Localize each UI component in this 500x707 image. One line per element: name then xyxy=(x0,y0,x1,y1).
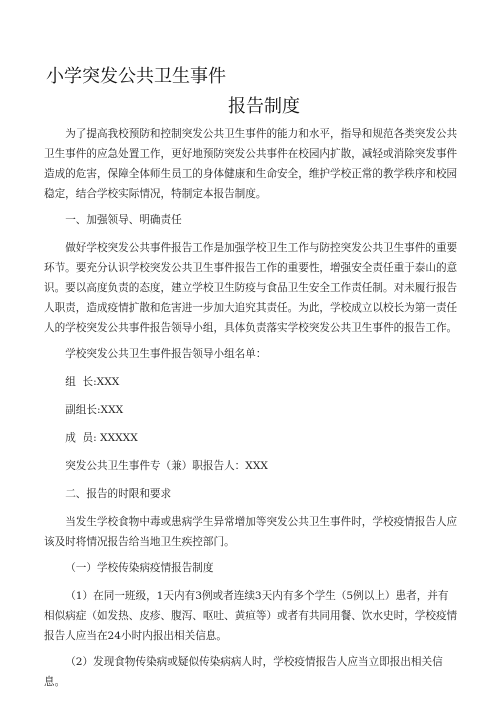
paragraph-group-list-heading: 学校突发公共卫生事件报告领导小组名单： xyxy=(65,348,267,360)
document-body xyxy=(44,124,458,698)
paragraph-timelimit: 当发生学校食物中毒或患病学生异常增加等突发公共卫生事件时，学校疫情报告人应该及时将情况报告给当地卫生疾控部门。 xyxy=(44,516,458,548)
subsection-heading-1: （一）学校传染病疫情报告制度 xyxy=(65,562,214,574)
members-line: 成 员: XXXXX xyxy=(65,432,138,444)
paragraph-leadership: 做好学校突发公共事件报告工作是加强学校卫生工作与防控突发公共卫生事件的重要环节。要充分认识学校突发公共卫生事件报告工作的重要性，增强安全责任重于泰山的意识。要以高度负责的态度，建立学校卫生防疫与食品卫生安全工作责任制。对未履行报告人职责，造成疫情扩散和危害进一步加大追究其责任。为此，学校成立以校长为第一责任人的学校突发公共事件报告领导小组，具体负责落实学校突发公共卫生事件的报告工作。 xyxy=(44,242,458,334)
reporter-line: 突发公共卫生事件专（兼）职报告人：XXX xyxy=(65,460,268,472)
section-heading-2: 二、报告的时限和要求 xyxy=(65,488,172,500)
group-leader-line: 组 长:XXX xyxy=(65,376,120,388)
document-title-line2: 报告制度 xyxy=(228,96,300,117)
document-title-line1: 小学突发公共卫生事件 xyxy=(46,66,226,87)
paragraph-intro: 为了提高我校预防和控制突发公共卫生事件的能力和水平，指导和规范各类突发公共卫生事件的应急处置工作，更好地预防突发公共事件在校园内扩散，减轻或消除突发事件造成的危害，保障全体师生员工的身体健康和生命安全，维护学校正常的教学秩序和校园稳定，结合学校实际情况，特制定本报告制度。 xyxy=(44,128,458,200)
paragraph-rule-2: （2）发现食物传染病或疑似传染病病人时，学校疫情报告人应当立即报出相关信息。 xyxy=(44,656,443,688)
deputy-leader-line: 副组长:XXX xyxy=(65,404,124,416)
section-heading-1: 一、加强领导、明确责任 xyxy=(65,214,182,226)
paragraph-rule-1: （1）在同一班级，1天内有3例或者连续3天内有多个学生（5例以上）患者，并有相似病症（如发热、皮疹、腹泻、呕吐、黄疸等）或者有共同用餐、饮水史时，学校疫情报告人应当在24小时内报出相关信息。 xyxy=(44,590,458,642)
